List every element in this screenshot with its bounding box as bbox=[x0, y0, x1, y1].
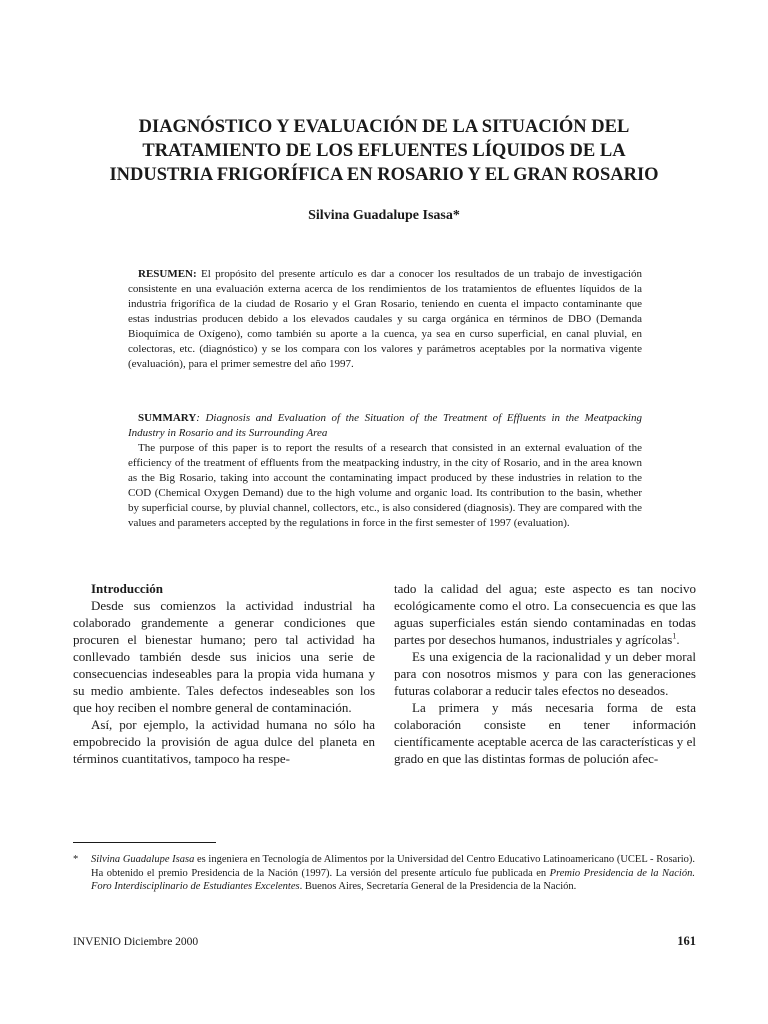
summary-label: SUMMARY bbox=[138, 412, 197, 424]
title-line-3: INDUSTRIA FRIGORÍFICA EN ROSARIO Y EL GRAN ROSARIO bbox=[109, 165, 659, 185]
resumen-text: El propósito del presente artículo es dar a conocer los resultados de un trabajo de investigación consistente en una evaluación externa acerca de los rendimientos de los tratamientos de efluentes líquidos de la industria frigorífica de la ciudad de Rosario y el Gran Rosario, teniendo en cuenta el impacto contaminante que estas industrias producen debido a los elevados caudales y su carga orgánica en términos de DBO (Demanda Bioquímica de Oxígeno), como también su aporte a la cuenca, ya sea en curso superficial, en canal pluvial, en colectoras, etc. (diagnóstico) y se los compara con los valores y parámetros aceptables por la normativa vigente (evaluación), para el primer semestre del año 1997. bbox=[128, 268, 643, 370]
footnote-divider bbox=[73, 842, 216, 843]
paragraph: Así, por ejemplo, la actividad humana no sólo ha empobrecido la provisión de agua dulce del planeta en términos cuantitativos, tampoco ha respe- bbox=[73, 717, 375, 766]
footnote-body-1: es ingeniera en Tecnología de Alimentos por la Universidad del Centro Educativo Latinoamericano (UCEL - Rosario). Ha obtenido el premio Presidencia de la Nación (1997). La versión del presente artículo fue publicada en bbox=[91, 854, 695, 879]
author-footnote bbox=[73, 853, 695, 894]
resumen-abstract bbox=[128, 267, 642, 372]
summary-abstract bbox=[128, 411, 642, 531]
author-name: Silvina Guadalupe Isasa* bbox=[308, 208, 460, 223]
paragraph bbox=[394, 580, 696, 648]
footnote-text bbox=[91, 853, 695, 894]
summary-heading bbox=[128, 411, 642, 441]
resumen-label: RESUMEN: bbox=[138, 268, 197, 280]
left-column bbox=[73, 580, 375, 767]
title-line-1: DIAGNÓSTICO Y EVALUACIÓN DE LA SITUACIÓN DEL bbox=[138, 117, 630, 137]
footnote-author: Silvina Guadalupe Isasa bbox=[91, 854, 195, 865]
page-number: 161 bbox=[677, 934, 696, 948]
paragraph: Desde sus comienzos la actividad industrial ha colaborado grandemente a generar condiciones que procuren el bienestar humano; pero tal actividad ha conllevado también desde sus inicios una serie de consecuencias indeseables para la propia vida humana y su medio ambiente. Tales defectos indeseables son los que hoy reciben el nombre general de contaminación. bbox=[73, 598, 375, 715]
summary-text: The purpose of this paper is to report the results of a research that consisted in an external evaluation of the efficiency of the treatment of effluents from the meatpacking industry, in the city of Rosario, and in the area known as the Big Rosario, taking into account the contaminating impact produced by these industries in relation to the COD (Chemical Oxygen Demand) due to the high volume and organic load. Its contribution to the basin, whether by superficial course, by pluvial channel, collectors, etc., is also considered (diagnosis). They are compared with the values and parameters accepted by the regulations in force in the first semester of 1997 (evaluation). bbox=[128, 442, 642, 529]
footnote-mark: * bbox=[73, 854, 79, 865]
summary-title: : Diagnosis and Evaluation of the Situation of the Treatment of Effluents in the Meatpacking Industry in Rosario and its Surrounding Area bbox=[128, 412, 642, 439]
article-title bbox=[60, 115, 708, 187]
journal-footer: INVENIO Diciembre 2000 bbox=[73, 936, 199, 948]
footnote-publication: Premio Presidencia de la Nación. Foro Interdisciplinario de Estudiantes Excelentes bbox=[91, 867, 695, 892]
paragraph-text: tado la calidad del agua; este aspecto es tan nocivo ecológicamente como el otro. La consecuencia es que las aguas superficiales están siendo contaminadas en todas partes por desechos humanos, industriales y agrícolas bbox=[394, 581, 696, 647]
footnote-ref: 1 bbox=[672, 631, 677, 641]
right-column bbox=[394, 580, 696, 767]
paragraph: Es una exigencia de la racionalidad y un deber moral para con nosotros mismos y para con las generaciones futuras colaborar a reducir tales efectos no deseados. bbox=[394, 649, 696, 698]
paragraph: La primera y más necesaria forma de esta colaboración consiste en tener información científicamente aceptable acerca de las características y el grado en que las distintas formas de polución afec- bbox=[394, 700, 696, 766]
title-line-2: TRATAMIENTO DE LOS EFLUENTES LÍQUIDOS DE LA bbox=[142, 141, 626, 161]
paragraph-end: . bbox=[676, 632, 680, 647]
section-heading: Introducción bbox=[91, 581, 163, 596]
footnote-body-2: . Buenos Aires, Secretaría General de la Presidencia de la Nación. bbox=[299, 881, 577, 892]
